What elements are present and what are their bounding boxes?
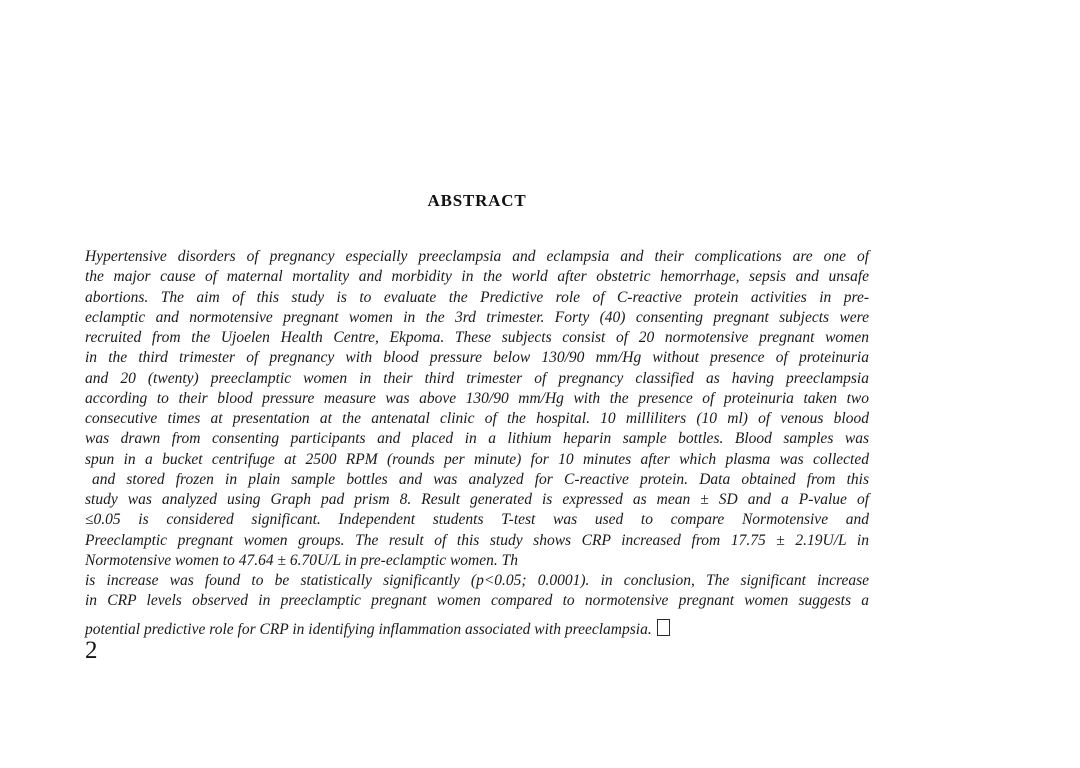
abstract-line-text: spun in a bucket centrifuge at 2500 RPM (rounds per minute) for 10 minutes after which plasma was collected [85,450,869,468]
abstract-body [85,247,869,640]
abstract-line-text: was drawn from consenting participants and placed in a lithium heparin sample bottles. Blood samples was [85,430,869,448]
abstract-line-text: Hypertensive disorders of pregnancy especially preeclampsia and eclampsia and their complications are one of [85,248,869,265]
abstract-line [85,348,869,368]
abstract-line [85,470,869,490]
abstract-section [85,191,869,640]
abstract-line-text: eclamptic and normotensive pregnant women in the 3rd trimester. Forty (40) consenting pregnant subjects were [85,308,869,326]
abstract-line-text: is increase was found to be statistically significantly (p<0.05; 0.0001). in conclusion, The significant increase [85,572,869,589]
abstract-line-text: and stored frozen in plain sample bottles and was analyzed for C-reactive protein. Data obtained from this [92,470,869,488]
abstract-heading: ABSTRACT [427,191,527,210]
abstract-line [85,389,869,409]
abstract-line [85,551,869,571]
abstract-line-text: study was analyzed using Graph pad prism 8. Result generated is expressed as mean ± SD and a P-value of [85,491,869,508]
page-number: 2 [85,637,98,664]
abstract-line [85,247,869,267]
abstract-line [85,571,869,591]
abstract-line [85,429,869,449]
abstract-line-text: in the third trimester of pregnancy with blood pressure below 130/90 mm/Hg without presence of proteinuria [85,349,869,367]
abstract-line-text: abortions. The aim of this study is to evaluate the Predictive role of C-reactive protein activities in pre- [85,288,869,306]
abstract-line [85,288,869,308]
abstract-line [85,510,869,530]
abstract-line [85,490,869,510]
abstract-line [85,619,869,640]
abstract-line-text: recruited from the Ujoelen Health Centre, Ekpoma. These subjects consist of 20 normotensive pregnant women [85,329,869,346]
abstract-line [85,369,869,389]
abstract-line-text: Normotensive women to 47.64 ± 6.70U/L in pre-eclamptic women. Th [85,551,519,569]
abstract-line-text: according to their blood pressure measure was above 130/90 mm/Hg with the presence of proteinuria taken two [85,389,869,407]
abstract-line-text: in CRP levels observed in preeclamptic pregnant women compared to normotensive pregnant women suggests a [85,592,869,610]
abstract-line-text: ≤0.05 is considered significant. Independent students T-test was used to compare Normotensive and [85,511,869,529]
abstract-line [85,267,869,287]
abstract-line [85,328,869,348]
abstract-line-text: potential predictive role for CRP in identifying inflammation associated with preeclampsia. [85,620,652,638]
missing-glyph-box-icon [657,619,670,636]
abstract-line [85,409,869,429]
abstract-line [85,591,869,611]
abstract-line [85,308,869,328]
abstract-line-text: Preeclamptic pregnant women groups. The result of this study shows CRP increased from 17.75 ± 2.19U/L in [85,531,869,549]
abstract-line-text: the major cause of maternal mortality and morbidity in the world after obstetric hemorrhage, sepsis and unsafe [85,268,869,286]
abstract-line-text: consecutive times at presentation at the antenatal clinic of the hospital. 10 milliliters (10 ml) of venous blood [85,410,869,427]
abstract-line [85,450,869,470]
abstract-line [85,531,869,551]
abstract-line-text: and 20 (twenty) preeclamptic women in their third trimester of pregnancy classified as having preeclampsia [85,369,869,387]
